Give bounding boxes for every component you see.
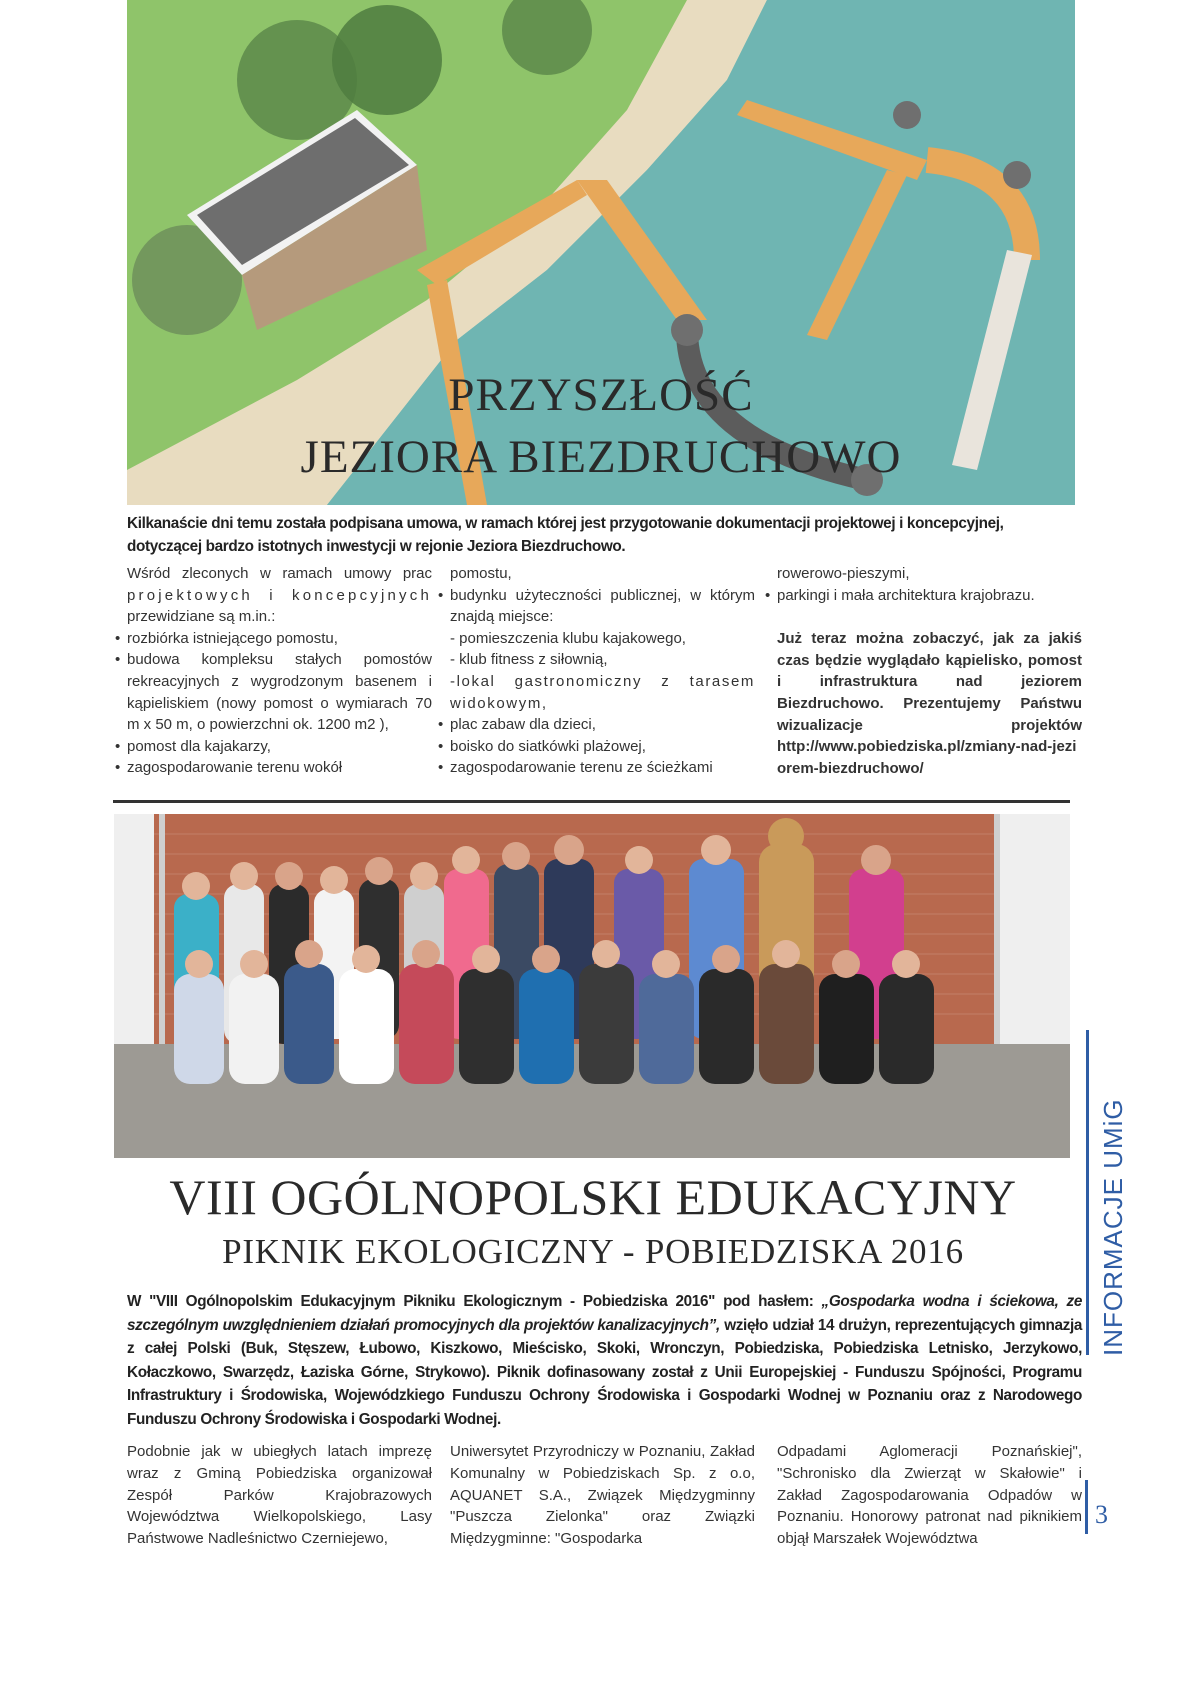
list-item: • boisko do siatkówki plażowej, <box>450 736 755 758</box>
article1-title-line2: JEZIORA BIEZDRUCHOWO <box>300 431 902 483</box>
list-item: • parkingi i mała architektura krajobrazu. <box>777 585 1082 607</box>
lead-text-part2: wzięło udział 14 drużyn, reprezentujących gimnazja z całej Polski (Buk, Stęszew, Łubowo, Kiszkowo, Mieścisko, Skoki, Wronczyn, Pobiedziska, Pobiedziska Letnisko, Jerzykowo, Kołaczkowo, Swarzędz, Łaziska Górne, Strykowo). Piknik dofinasowany został z Unii Europejskiej - Funduszu Spójności, Programu Infrastruktury i Środowiska, Wojewódzkiego Funduszu Ochrony Środowiska i Gospodarki Wodnej w Poznaniu oraz z Narodowego Funduszu Ochrony Środowiska i Gospodarki Wodnej. <box>127 1316 1083 1428</box>
col2-sub-item: - klub fitness z siłownią, <box>450 651 608 669</box>
col2-bullet-list-2 <box>450 714 755 779</box>
article2-title-line2: PIKNIK EKOLOGICZNY - POBIEDZISKA 2016 <box>222 1232 964 1271</box>
col3-bold-paragraph: Już teraz można zobaczyć, jak za jakiś czas będzie wyglądało kąpielisko, pomost i infrastruktura nad jeziorem Biezdruchowo. Prezentujemy Państwu wizualizacje projektów <box>777 630 1082 734</box>
col1-intro-line1: Wśród zleconych w ramach umowy prac <box>127 565 432 582</box>
picnic-group-photo <box>114 814 1070 1158</box>
list-item: • rozbiórka istniejącego pomostu, <box>127 628 432 650</box>
project-visualisation-link[interactable]: http://www.pobiedziska.pl/zmiany-nad-jeziorem-biezdruchowo/ <box>777 738 1077 777</box>
article1-lead: Kilkanaście dni temu została podpisana umowa, w ramach której jest przygotowanie dokumentacji projektowej i koncepcyjnej, dotyczącej bardzo istotnych inwestycji w rejonie Jeziora Biezdruchowo. <box>127 515 1004 555</box>
article2-column1 <box>127 1441 432 1550</box>
list-item: • zagospodarowanie terenu ze ścieżkami <box>450 757 755 779</box>
col3-continuation: rowerowo-pieszymi, <box>777 565 910 582</box>
article2-col3-text: Odpadami Aglomeracji Poznańskiej", "Schronisko dla Zwierząt w Skałowie" i Zakład Zagospodarowania Odpadów w Poznaniu. Honorowy patronat nad piknikiem objął Marszałek Województwa <box>777 1443 1082 1548</box>
lead-text-part1: W "VIII Ogólnopolskim Edukacyjnym Pikniku Ekologicznym - Pobiedziska 2016" pod hasłem: <box>127 1293 822 1310</box>
col2-sub-item: -lokal gastronomiczny z tarasem widokowym, <box>450 672 755 712</box>
article2-col2-text: Uniwersytet Przyrodniczy w Poznaniu, Zakład Komunalny w Pobiedziskach Sp. z o.o, AQUANET S.A., Związek Międzygminny "Puszcza Zielonka" oraz Związki Międzygminne: "Gospodarka <box>450 1443 755 1548</box>
article1-column3 <box>777 563 1082 779</box>
article1-title-line1: PRZYSZŁOŚĆ <box>448 369 754 421</box>
article2-col1-text: Podobnie jak w ubiegłych latach imprezę wraz z Gminą Pobiedziska organizował Zespół Parków Krajobrazowych Województwa Wielkopolskiego, Lasy Państwowe Nadleśnictwo Czerniejewo, <box>127 1443 432 1548</box>
article1-column1 <box>127 563 432 779</box>
page-number-rule <box>1085 1480 1088 1534</box>
group-photo-drawing <box>114 814 1070 1158</box>
page-number: 3 <box>1095 1500 1108 1529</box>
list-item: • budynku użyteczności publicznej, w którym znajdą miejsce: <box>450 585 755 628</box>
lead-slogan: „Gospodarka wodna i ściekowa, ze szczególnym uwzględnieniem działań promocyjnych dla projektów kanalizacyjnych”, <box>127 1293 1082 1334</box>
section-label: INFORMACJE UMiG <box>1098 1098 1128 1356</box>
col1-intro-line2: projektowych i koncepcyjnych <box>127 586 432 604</box>
lake-visualisation-image <box>127 0 1075 505</box>
article2-column2 <box>450 1441 755 1550</box>
section-divider <box>113 800 1070 803</box>
col2-sub-item: - pomieszczenia klubu kajakowego, <box>450 629 686 647</box>
list-item: • budowa kompleksu stałych pomostów rekreacyjnych z wygrodzonym basenem i kąpieliskiem (nowy pomost o wymiarach 70 m x 50 m, o powierzchni ok. 1200 m2 ), <box>127 649 432 735</box>
col1-intro-line3: przewidziane są m.in.: <box>127 608 276 626</box>
article1-column2 <box>450 563 755 779</box>
list-item: • plac zabaw dla dzieci, <box>450 714 755 736</box>
article2-column3 <box>777 1441 1082 1550</box>
col2-continuation: pomostu, <box>450 565 512 582</box>
col1-bullet-list <box>127 628 432 779</box>
article2-lead <box>127 1290 1082 1431</box>
col3-bullet-list <box>777 585 1082 607</box>
list-item: • zagospodarowanie terenu wokół <box>127 757 432 779</box>
list-item: • pomost dla kajakarzy, <box>127 736 432 758</box>
col2-bullet-list <box>450 585 755 628</box>
section-label-rule <box>1086 1030 1089 1355</box>
article2-title-line1: VIII OGÓLNOPOLSKI EDUKACYJNY <box>169 1169 1017 1225</box>
